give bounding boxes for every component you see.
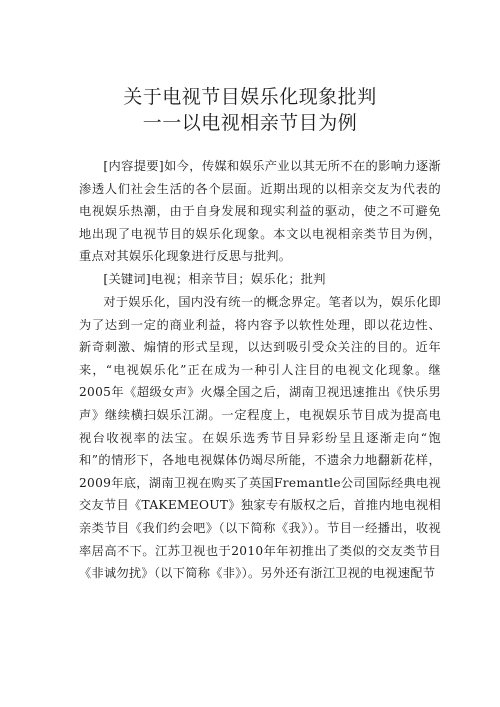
keywords-paragraph: [关键词]电视；相亲节目；娱乐化；批判 <box>103 272 326 286</box>
intro-paragraph: 对于娱乐化，国内没有统一的概念界定。笔者以为，娱乐化即为了达到一定的商业利益，将内容予以软性处理，即以花边性、新奇刺激、煽情的形式呈现，以达到吸引受众关注的目的。近年来，“电视娱乐化”正在成为一种引人注目的电视文化现象。继2005年《超级女声》火爆全国之后，湖南卫视迅速推出《快乐男声》继续横扫娱乐江湖。一定程度上，电视娱乐节目成为提高电视台收视率的法宝。在娱乐选秀节目异彩纷呈且逐渐走向“饱和”的情形下，各地电视媒体仍竭尽所能，不遗余力地翻新花样，2009年底，湖南卫视在购买了英国Fremantle公司国际经典电视交友节目《TAKEMEOUT》独家专有版权之后，首推内地电视相亲类节目《我们约会吧》（以下简称《我》）。节目一经播出，收视率居高不下。江苏卫视也于2010年年初推出了类似的交友类节目《非诚勿扰》（以下简称《非》）。另外还有浙江卫视的电视速配节 <box>79 295 441 581</box>
document-title: 关于电视节目娱乐化现象批判 <box>123 86 377 108</box>
document-subtitle: 一一以电视相亲节目为例 <box>142 112 358 134</box>
abstract-paragraph: [内容提要]如今，传媒和娱乐产业以其无所不在的影响力逐渐渗透人们社会生活的各个层面。近期出现的以相亲交友为代表的电视娱乐热潮，由于自身发展和现实利益的驱动，使之不可避免地出现了电视节目的娱乐化现象。本文以电视相亲类节目为例，重点对其娱乐化现象进行反思与批判。 <box>79 159 441 264</box>
